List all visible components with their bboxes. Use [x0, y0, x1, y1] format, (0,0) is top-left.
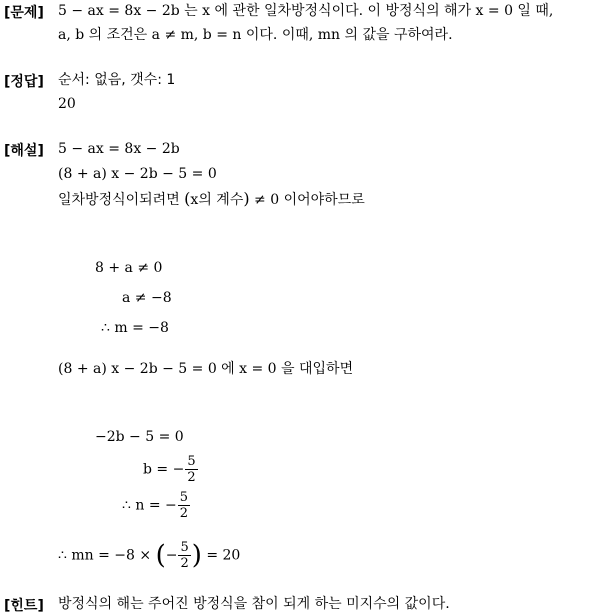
explanation-condition [58, 190, 365, 209]
fraction-denominator: 2 [180, 556, 189, 571]
derivation-3: ∴ m = −8 [101, 320, 169, 336]
answer-label: [정답] [4, 74, 44, 90]
big-paren-close: ) [191, 540, 202, 571]
answer-value: 20 [58, 96, 76, 112]
substitution-line: (8 + a) x − 2b − 5 = 0 에 x = 0 을 대입하면 [58, 361, 354, 377]
problem-line-1: 5 − ax = 8x − 2b 는 x 에 관한 일차방정식이다. 이 방정식의 해가 x = 0 일 때, [58, 3, 554, 19]
fraction-numerator: 5 [187, 454, 196, 469]
condition-text: 일차방정식이되려면 [58, 192, 180, 208]
explanation-equation-2: (8 + a) x − 2b − 5 = 0 [58, 166, 217, 182]
solve-3-lhs: ∴ n = − [122, 497, 177, 514]
big-paren-open: ( [155, 540, 166, 571]
fraction-denominator: 2 [187, 470, 196, 485]
explanation-equation-1: 5 − ax = 8x − 2b [58, 141, 180, 157]
hint-label: [힌트] [4, 598, 44, 614]
fraction-numerator: 5 [179, 490, 189, 505]
paren-close: ) [243, 189, 250, 208]
explanation-label: [해설] [4, 143, 44, 159]
derivation-2: a ≠ −8 [122, 290, 172, 306]
fraction-denominator: 2 [179, 506, 189, 521]
solve-3 [122, 490, 191, 521]
final-result [58, 540, 240, 571]
final-lhs: ∴ mn = −8 × [58, 547, 152, 564]
solve-2 [143, 454, 199, 485]
fraction-five-halves [185, 454, 197, 485]
answer-line-1: 순서: 없음, 갯수: 1 [58, 72, 176, 88]
final-inner-sign: − [165, 547, 178, 564]
solve-2-lhs: b = − [143, 461, 185, 478]
hint-text: 방정식의 해는 주어진 방정식을 참이 되게 하는 미지수의 값이다. [58, 596, 450, 612]
condition-tail: ≠ 0 이어야하므로 [254, 192, 365, 208]
fraction-numerator: 5 [180, 540, 189, 555]
paren-open: ( [184, 189, 191, 208]
problem-line-2: a, b 의 조건은 a ≠ m, b = n 이다. 이때, mn 의 값을 구하여라. [58, 27, 453, 43]
problem-label: [문제] [4, 5, 44, 21]
derivation-1: 8 + a ≠ 0 [95, 260, 163, 276]
solve-1: −2b − 5 = 0 [95, 429, 184, 445]
coefficient-text: x의 계수 [190, 192, 244, 208]
fraction-five-halves [178, 540, 190, 571]
fraction-five-halves [178, 490, 190, 521]
final-rhs: = 20 [206, 547, 241, 564]
